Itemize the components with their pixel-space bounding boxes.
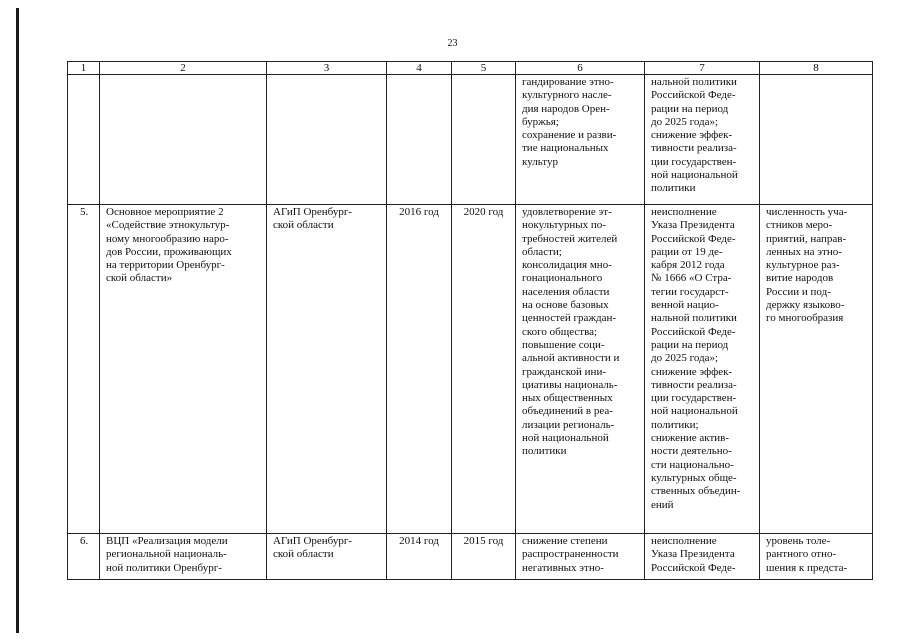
row-number-cell: [68, 75, 100, 205]
result-cell: гандирование этно- культурного насле- дия народов Орен- буржья; сохранение и разви- тие национальных культур: [516, 75, 645, 205]
end-year-cell: [452, 75, 516, 205]
executor-cell: [267, 75, 387, 205]
program-table: [67, 61, 873, 580]
consequence-cell: неисполнение Указа Президента Российской Феде- рации от 19 де- кабря 2012 года № 1666 «О Стра- тегии государст- венной нацио- нальной политики Российской Феде- рации на период до 2025 года»; снижение эффек- тивности реализа- ции государствен- ной национальной политики; снижение актив- ности деятельно- сти национально- культурных обще- ственных объедин- ений: [645, 205, 760, 534]
event-cell: [100, 75, 267, 205]
event-cell: Основное мероприятие 2 «Содействие этнокультур- ному многообразию наро- дов России, проживающих на территории Оренбург- ской области»: [100, 205, 267, 534]
row-number-cell: 5.: [68, 205, 100, 534]
start-year-cell: 2016 год: [387, 205, 452, 534]
indicator-cell: [760, 75, 873, 205]
row-number-cell: 6.: [68, 534, 100, 580]
end-year-cell: 2020 год: [452, 205, 516, 534]
scan-edge-line: [16, 8, 19, 633]
column-header: 8: [760, 62, 873, 75]
start-year-cell: [387, 75, 452, 205]
indicator-cell: численность уча- стников меро- приятий, направ- ленных на этно- культурное раз- витие народов России и под- держку языково- го многообразия: [760, 205, 873, 534]
executor-cell: АГиП Оренбург- ской области: [267, 205, 387, 534]
column-header: 2: [100, 62, 267, 75]
result-cell: удовлетворение эт- нокультурных по- требностей жителей области; консолидация мно- гонационального населения области на основе базовых ценностей граждан- ского общества; повышение соци- альной активности и гражданской ини- циативы националь- ных общественных объединений в реа- лизации региональ- ной национальной политики: [516, 205, 645, 534]
column-header: 5: [452, 62, 516, 75]
column-header: 1: [68, 62, 100, 75]
page-number: 23: [447, 38, 458, 49]
result-cell: снижение степени распространенности негативных этно-: [516, 534, 645, 580]
column-header: 4: [387, 62, 452, 75]
table-header-row: [68, 62, 873, 75]
table-row: [68, 205, 873, 534]
end-year-cell: 2015 год: [452, 534, 516, 580]
indicator-cell: уровень толе- рантного отно- шения к предста-: [760, 534, 873, 580]
consequence-cell: неисполнение Указа Президента Российской Феде-: [645, 534, 760, 580]
column-header: 3: [267, 62, 387, 75]
column-header: 6: [516, 62, 645, 75]
event-cell: ВЦП «Реализация модели региональной националь- ной политики Оренбург-: [100, 534, 267, 580]
table-row: [68, 75, 873, 205]
consequence-cell: нальной политики Российской Феде- рации на период до 2025 года»; снижение эффек- тивности реализа- ции государствен- ной национальной политики: [645, 75, 760, 205]
start-year-cell: 2014 год: [387, 534, 452, 580]
column-header: 7: [645, 62, 760, 75]
executor-cell: АГиП Оренбург- ской области: [267, 534, 387, 580]
table-row: [68, 534, 873, 580]
